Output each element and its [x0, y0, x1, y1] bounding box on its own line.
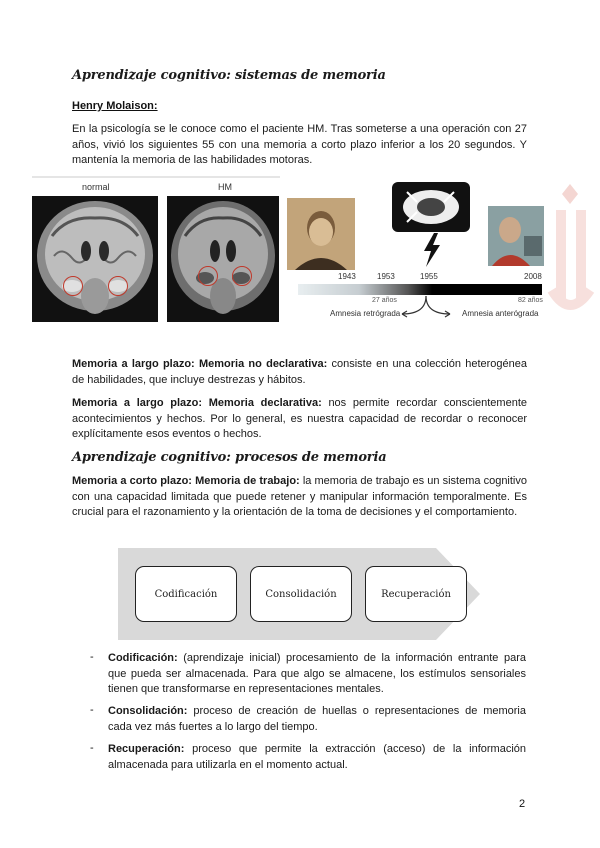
- label-normal: normal: [82, 182, 110, 192]
- bullet-recuperacion-text: proceso que permite la extracción (acceso) de la información almacenada para utilizarla en el momento actual.: [108, 743, 526, 771]
- hippocampus-circle-left-hm: [198, 266, 218, 286]
- bullet-dash: -: [90, 651, 94, 663]
- amnesia-anterograde-label: Amnesia anterógrada: [462, 309, 539, 318]
- lt-declarative-label: Memoria a largo plazo: Memoria declarativa:: [72, 397, 322, 409]
- year-1955: 1955: [420, 272, 438, 281]
- bullet-dash: -: [90, 742, 94, 754]
- bullet-codificacion-text: (aprendizaje inicial) procesamiento de la información entrante para que pueda ser almacenada. Para que algo se almacene, los estímulos sensoriales tienen que transformarse en representaciones mentales.: [108, 652, 526, 695]
- bullet-consolidacion-label: Consolidación:: [108, 705, 188, 717]
- hippocampus-circle-left: [63, 276, 83, 296]
- process-step-codificacion: Codificación: [135, 566, 237, 622]
- working-memory-paragraph: [72, 474, 527, 521]
- section-heading-memory-processes: Aprendizaje cognitivo: procesos de memoria: [72, 450, 387, 465]
- portrait-young-photo: [287, 198, 355, 270]
- watermark-logo: [540, 180, 600, 328]
- year-1943: 1943: [338, 272, 356, 281]
- working-memory-text: la memoria de trabajo es un sistema cognitivo con una capacidad limitada que puede retener y manipular información temporalmente. Es crucial para el razonamiento y la orientación de la toma de decisiones y el comportamiento.: [72, 475, 527, 518]
- amnesia-arrows-icon: [396, 294, 456, 322]
- lightning-icon: [420, 233, 444, 272]
- lt-declarative-text: nos permite recordar conscientemente acontecimientos y hechos. Por lo general, es nuestra capacidad de recordar o reconocer explícitamente esos eventos o hechos.: [72, 397, 527, 440]
- bullet-codificacion-label: Codificación:: [108, 652, 178, 664]
- surgery-illustration: [392, 182, 470, 232]
- hm-title: Henry Molaison:: [72, 100, 158, 112]
- lt-nondeclarative-label: Memoria a largo plazo: Memoria no declarativa:: [72, 358, 328, 370]
- bullet-consolidacion-text: proceso de creación de huellas o representaciones de memoria cada vez más fuertes a lo largo del tiempo.: [108, 705, 526, 733]
- figure-top-line: [32, 176, 280, 178]
- section-heading-memory-systems: Aprendizaje cognitivo: sistemas de memoria: [72, 68, 386, 83]
- bullet-recuperacion: [108, 742, 526, 773]
- age-right: 82 años: [518, 297, 543, 304]
- bullet-dash: -: [90, 704, 94, 716]
- bullet-consolidacion: [108, 704, 526, 735]
- year-2008: 2008: [524, 272, 542, 281]
- process-step-consolidacion: Consolidación: [250, 566, 352, 622]
- bullet-codificacion: [108, 651, 526, 698]
- year-1953: 1953: [377, 272, 395, 281]
- hm-paragraph: En la psicología se le conoce como el paciente HM. Tras someterse a una operación con 27 años, vivió los siguientes 55 con una memoria a corto plazo inferior a los 20 segundos. Y mantenía la memoria de las habilidades motoras.: [72, 123, 527, 166]
- lt-nondeclarative-paragraph: [72, 357, 527, 388]
- hippocampus-circle-right: [108, 276, 128, 296]
- lt-nondeclarative-text: consiste en una colección heterogénea de habilidades, que incluye destrezas y hábitos.: [72, 358, 527, 386]
- process-step-recuperacion: Recuperación: [365, 566, 467, 622]
- working-memory-label: Memoria a corto plazo: Memoria de trabajo:: [72, 475, 300, 487]
- amnesia-retrograde-label: Amnesia retrógrada: [330, 309, 401, 318]
- mri-hm-image: [167, 196, 279, 322]
- mri-normal-image: [32, 196, 158, 322]
- label-hm: HM: [218, 182, 232, 192]
- bullet-recuperacion-label: Recuperación:: [108, 743, 185, 755]
- lt-declarative-paragraph: [72, 396, 527, 443]
- age-left: 27 años: [372, 297, 397, 304]
- hippocampus-circle-right-hm: [232, 266, 252, 286]
- portrait-old-photo: [488, 206, 544, 266]
- page-number: 2: [519, 798, 526, 810]
